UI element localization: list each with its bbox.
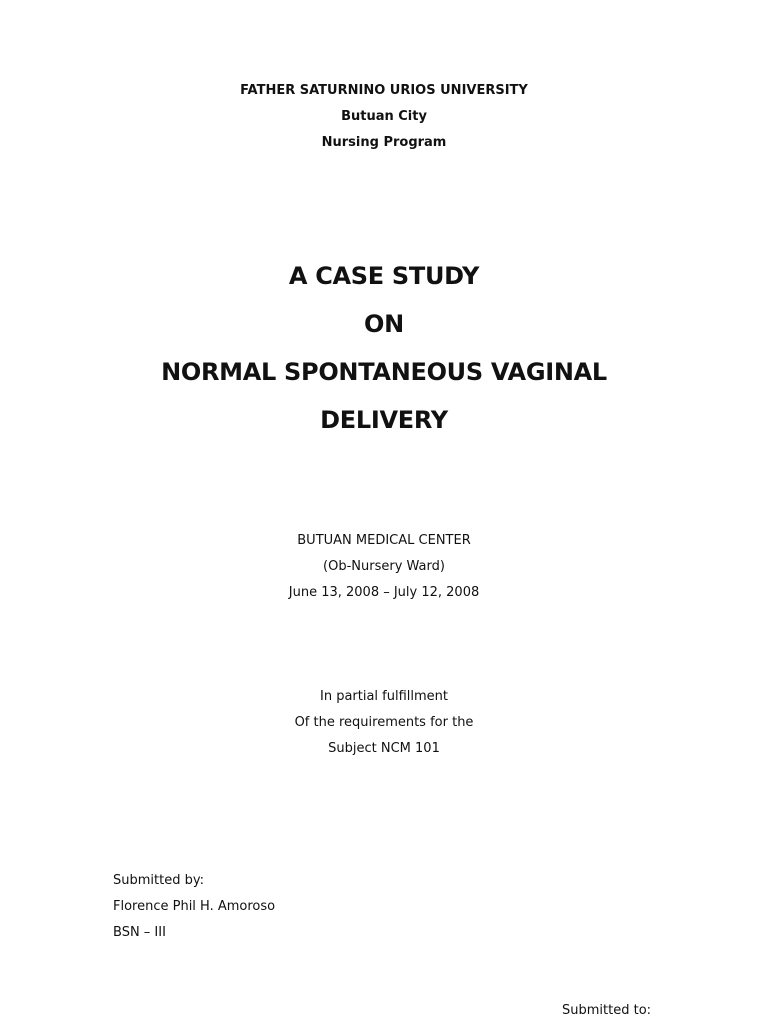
city-name: Butuan City [341,109,427,124]
date-range: June 13, 2008 – July 12, 2008 [288,585,480,600]
purpose-block [0,684,768,762]
submitter-year: BSN – III [113,925,166,940]
university-name: FATHER SATURNINO URIOS UNIVERSITY [240,83,528,98]
ward-name: (Ob-Nursery Ward) [323,559,445,574]
document-title [0,252,768,444]
title-line-4: DELIVERY [320,406,448,434]
submitted-by-block [113,868,513,946]
submitted-to-label: Submitted to: [562,1003,652,1018]
title-line-3: NORMAL SPONTANEOUS VAGINAL [161,358,607,386]
venue-block [0,528,768,606]
purpose-line-2: Of the requirements for the [294,715,474,730]
program-name: Nursing Program [321,135,447,150]
purpose-line-3: Subject NCM 101 [328,741,440,756]
title-line-1: A CASE STUDY [288,262,480,290]
submitted-to-block [562,998,762,1024]
hospital-name: BUTUAN MEDICAL CENTER [297,533,471,548]
institution-header [0,78,768,156]
submitter-name: Florence Phil H. Amoroso [113,899,276,914]
purpose-line-1: In partial fulfillment [319,689,449,704]
submitted-by-label: Submitted by: [113,873,204,888]
title-line-2: ON [364,310,404,338]
